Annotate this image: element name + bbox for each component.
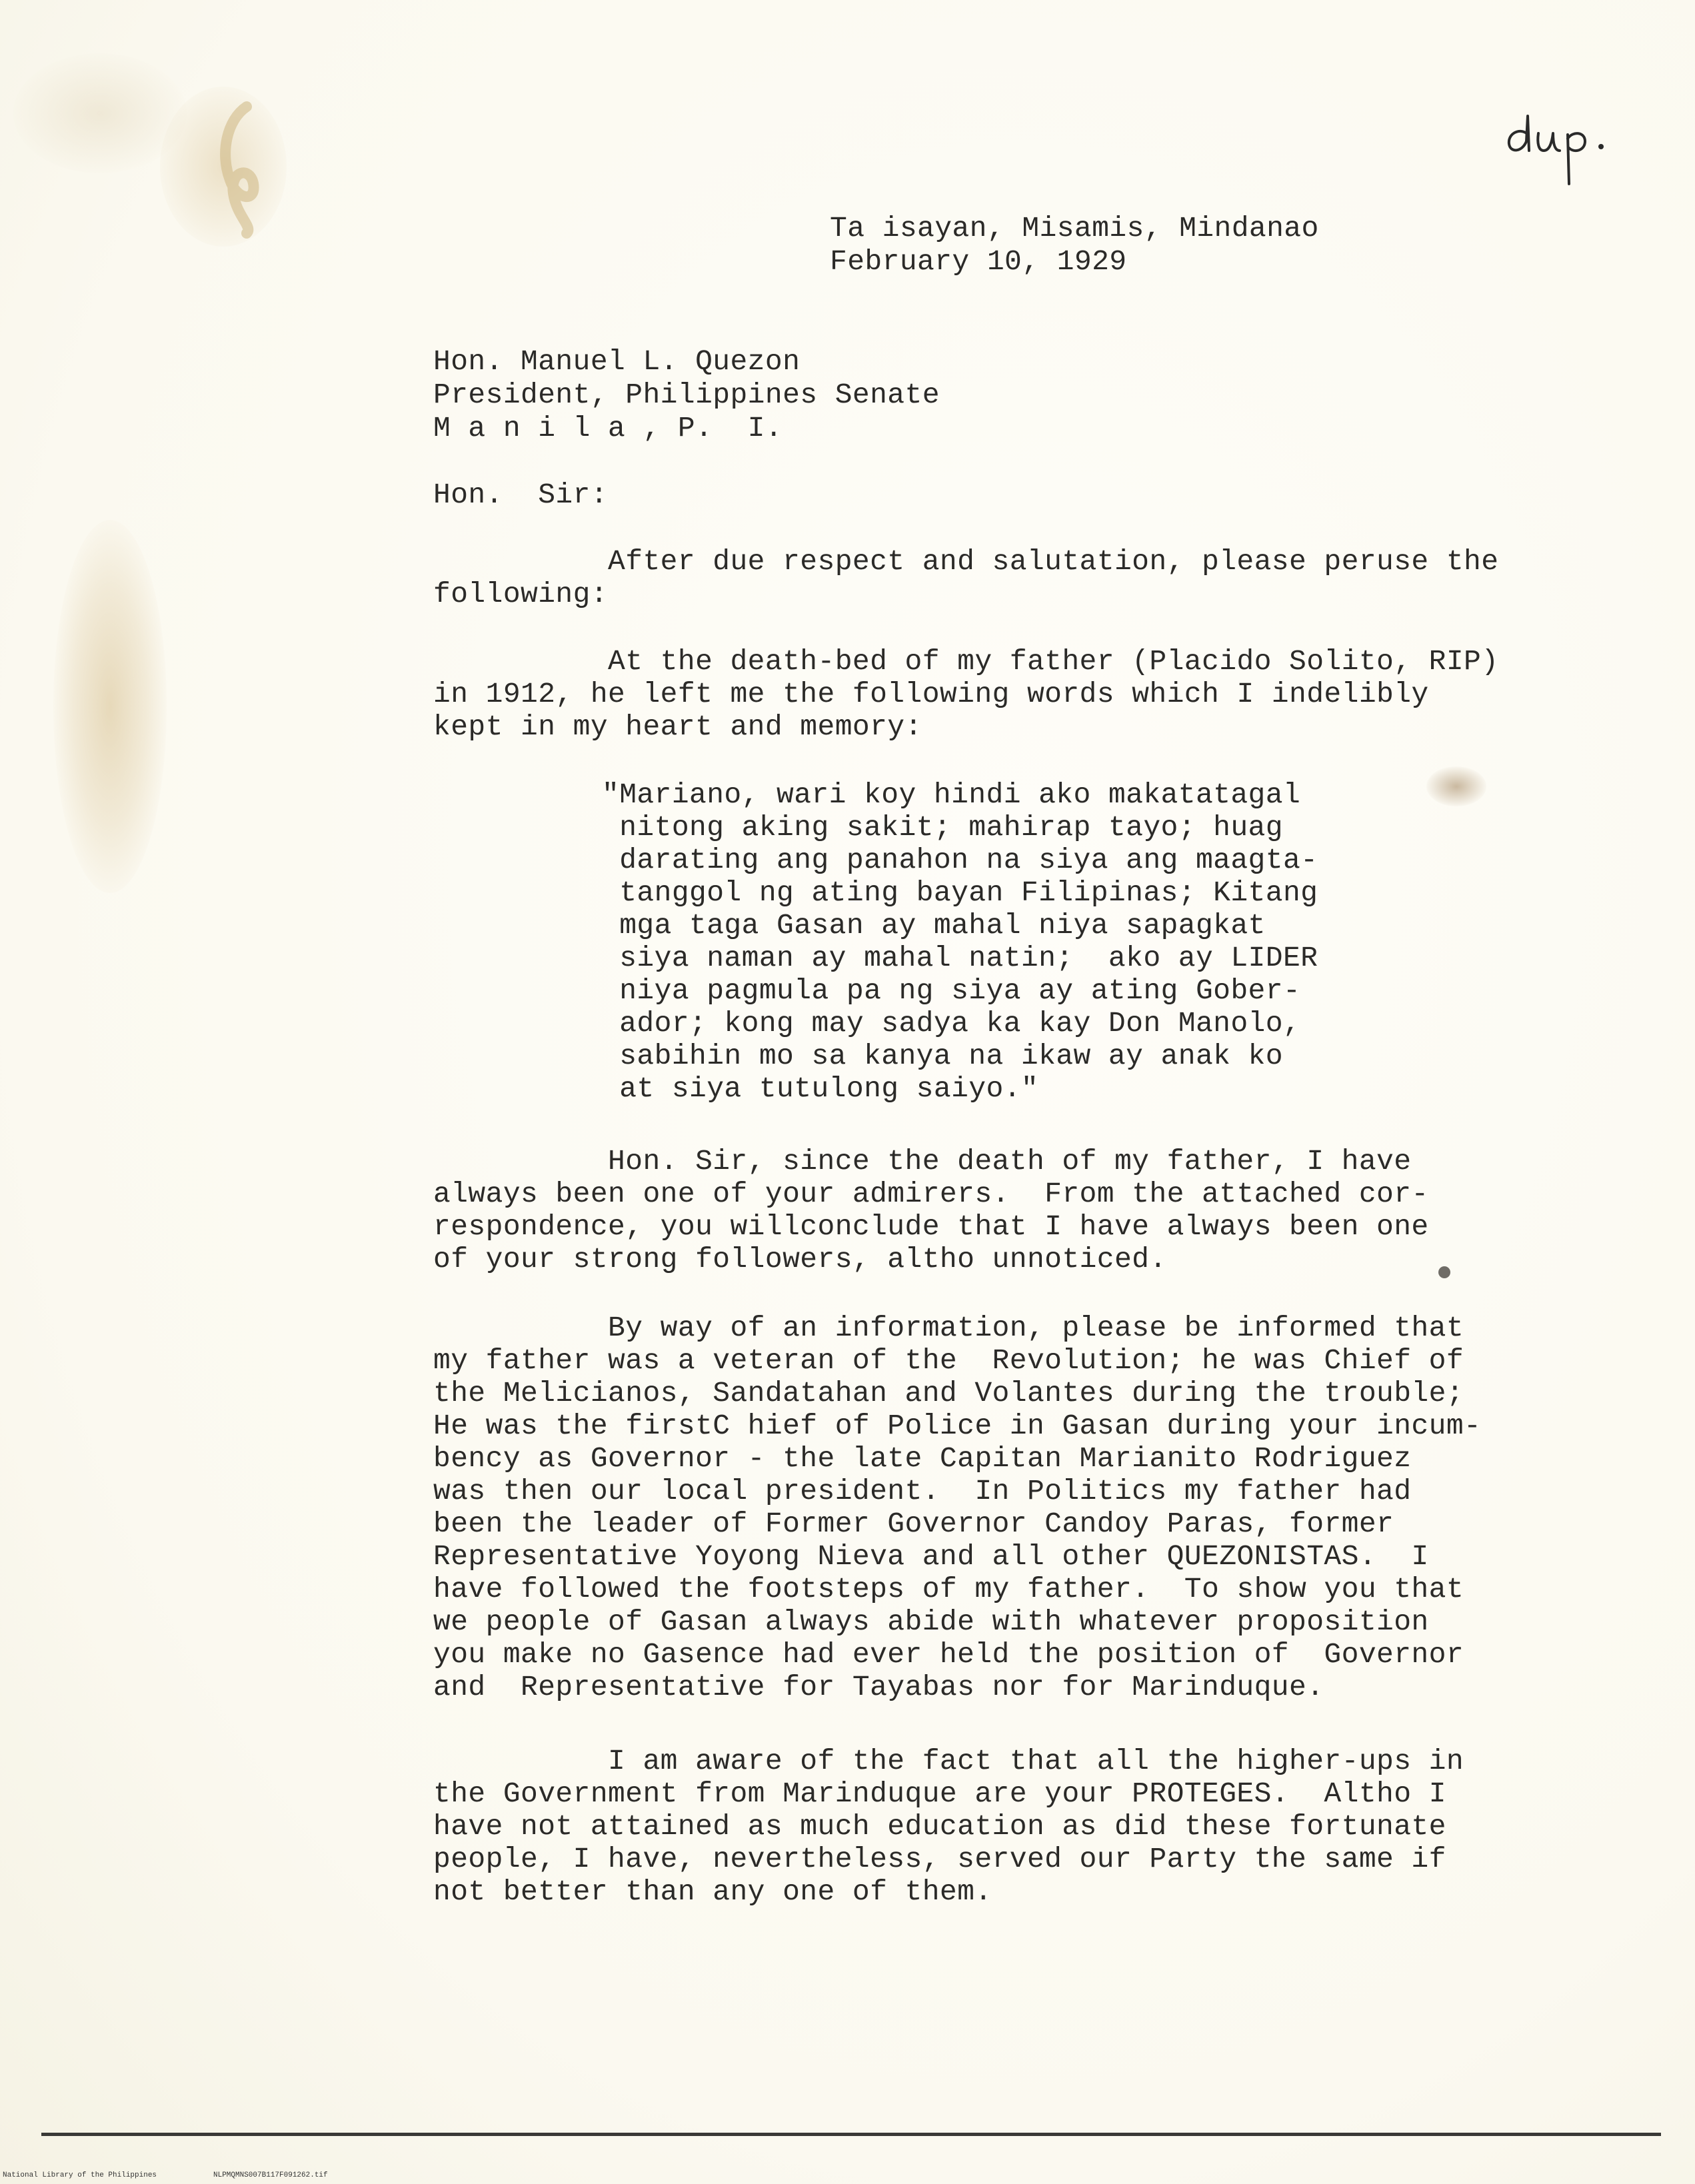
paragraph-proteges: I am aware of the fact that all the higher-ups in the Government from Marinduque are your PROTEGES. Altho I have not attained as much education as did these fortunate people, I have, nevertheless, served our Party the same if not better than any one of them. [433, 1745, 1464, 1908]
quoted-words: "Mariano, wari koy hindi ako makatatagal nitong aking sakit; mahirap tayo; huag darating ang panahon na siya ang maagta- tanggol ng ating bayan Filipinas; Kitang mga taga Gasan ay mahal niya sapagkat siya naman ay mahal natin; ako ay LIDER niya pagmula pa ng siya ay ating Gober- ador; kong may sadya ka kay Don Manolo, sabihin mo sa kanya na ikaw ay anak ko at siya tutulong saiyo." [602, 778, 1318, 1105]
handwritten-annotation [1500, 100, 1613, 187]
ink-spot [1438, 1266, 1450, 1278]
bottom-rule [41, 2133, 1661, 2136]
paper-stain [13, 53, 187, 173]
paragraph-intro: After due respect and salutation, please peruse the following: [433, 545, 1499, 610]
date-line: February 10, 1929 [830, 245, 1127, 278]
paragraph-information: By way of an information, please be informed that my father was a veteran of the Revolution; he was Chief of the Melicianos, Sandatahan and Volantes during the trouble; He was the firstC hief of Police in Gasan during your incum- bency as Governor - the late Capitan Marianito Rodriguez was then our local president. In Politics my father had been the leader of Former Governor Candoy Paras, former Representative Yoyong Nieva and all other QUEZONISTAS. I have followed the footsteps of my father. To show you that we people of Gasan always abide with whatever proposition you make no Gasence had ever held the position of Governor and Representative for Tayabas nor for Marinduque. [433, 1312, 1482, 1703]
salutation: Hon. Sir: [433, 479, 609, 511]
paper-stain [53, 520, 167, 893]
paragraph-deathbed: At the death-bed of my father (Placido Solito, RIP) in 1912, he left me the following words which I indelibly kept in my heart and memory: [433, 645, 1499, 743]
paper-stain [1426, 766, 1486, 806]
library-credit: National Library of the Philippines [3, 2171, 157, 2179]
recipient-city: M a n i l a , P. I. [433, 412, 783, 445]
recipient-name: Hon. Manuel L. Quezon [433, 345, 801, 378]
recipient-title: President, Philippines Senate [433, 379, 940, 411]
paper-mark [200, 93, 280, 240]
place-line: Ta isayan, Misamis, Mindanao [830, 212, 1319, 245]
file-identifier: NLPMQMNS007B117F091262.tif [213, 2171, 328, 2179]
paragraph-admirer: Hon. Sir, since the death of my father, I have always been one of your admirers. From the attached cor- respondence, you willconclude that I have always been one of your strong followers, altho unnoticed. [433, 1145, 1429, 1276]
